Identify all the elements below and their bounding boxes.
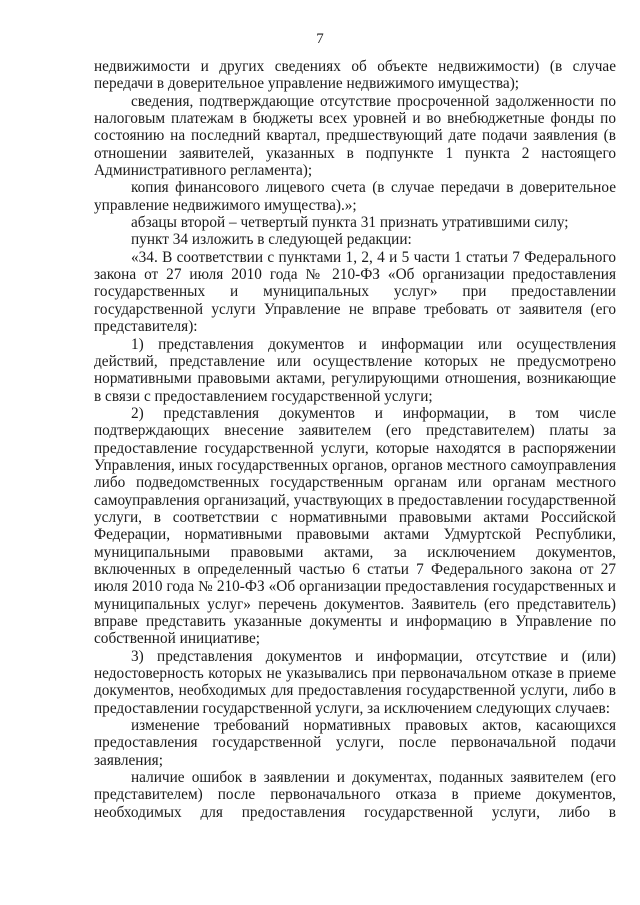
- page-number: 7: [316, 31, 324, 47]
- paragraph-exception-requirements-change: изменение требований нормативных правовых актов, касающихся предоставления государственной услуги, после первоначальной подачи заявления;: [94, 717, 616, 769]
- paragraph-exception-errors: наличие ошибок в заявлении и документах, поданных заявителем (его представителем) после первоначального отказа в приеме документов, необходимых для предоставления государственной услуги, либо в: [94, 769, 616, 821]
- paragraph-tax-debt-info: сведения, подтверждающие отсутствие просроченной задолженности по налоговым платежам в бюджеты всех уровней и во внебюджетные фонды по состоянию на последний квартал, предшествующий дате подачи заявления (в отношении заявителей, указанных в подпункте 1 пункта 2 настоящего Административного регламента);: [94, 92, 616, 180]
- paragraph-continuation: недвижимости и других сведениях об объекте недвижимости) (в случае передачи в доверительное управление недвижимого имущества);: [94, 58, 616, 93]
- paragraph-item-3: 3) представления документов и информации, отсутствие и (или) недостоверность которых не указывались при первоначальном отказе в приеме документов, необходимых для предоставления государственной услуги, либо в предоставлении государственной услуги, за исключением следующих случаев:: [94, 647, 616, 717]
- paragraph-repeal-clause-31: абзацы второй – четвертый пункта 31 признать утратившими силу;: [131, 214, 569, 232]
- paragraph-account-copy: копия финансового лицевого счета (в случае передачи в доверительное управление недвижимого имущества).»;: [94, 179, 616, 214]
- paragraph-item-1: 1) представления документов и информации или осуществления действий, представление или осуществление которых не предусмотрено нормативными правовыми актами, регулирующими отношения, возникающие в связи с предоставлением государственной услуги;: [94, 335, 616, 405]
- paragraph-clause-34-intro: пункт 34 изложить в следующей редакции:: [131, 231, 412, 249]
- document-body: [94, 58, 616, 821]
- paragraph-clause-34: «34. В соответствии с пунктами 1, 2, 4 и 5 части 1 статьи 7 Федерального закона от 27 июля 2010 года № 210-ФЗ «Об организации предоставления государственных и муниципальных услуг» при предоставлении государственной услуги Управление не вправе требовать от заявителя (его представителя):: [94, 248, 616, 336]
- paragraph-item-2: 2) представления документов и информации, в том числе подтверждающих внесение заявителем (его представителем) платы за предоставление государственной услуги, которые находятся в распоряжении Управления, иных государственных органов, органов местного самоуправления либо подведомственных государственным органам или органам местного самоуправления организаций, участвующих в предоставлении государственной услуги, в соответствии с нормативными правовыми актами Российской Федерации, нормативными правовыми актами Удмуртской Республики, муниципальными правовыми актами, за исключением документов, включенных в определенный частью 6 статьи 7 Федерального закона от 27 июля 2010 года № 210-ФЗ «Об организации предоставления государственных и муниципальных услуг» перечень документов. Заявитель (его представитель) вправе представить указанные документы и информацию в Управление по собственной инициативе;: [94, 404, 616, 648]
